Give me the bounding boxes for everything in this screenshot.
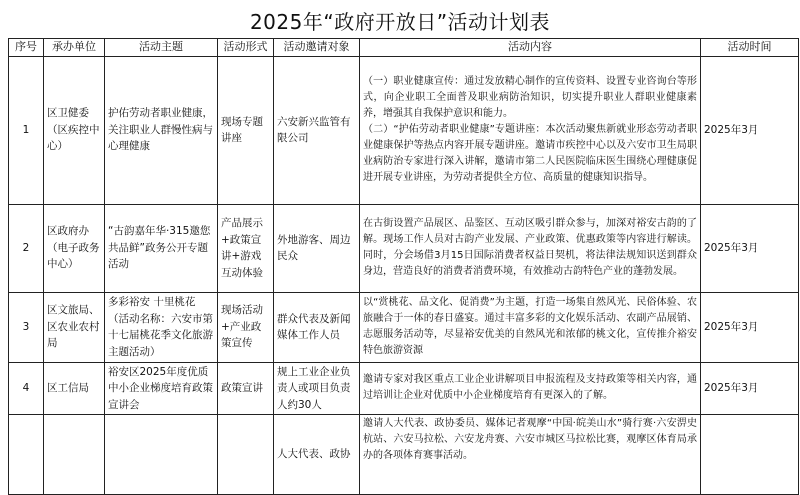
host-unit: 区工信局 bbox=[44, 362, 105, 415]
content-paragraph: （二）“护佑劳动者职业健康”专题讲座：本次活动聚焦新就业形态劳动者职业健康保护等热点内容开展专题讲座。邀请市疾控中心以及六安市卫生局职业病防治专家进行深入讲解，邀请市第二人民医院临床医生围绕心理健康促进开展专业讲座，为劳动者提供全方位、高质量的健康知识指导。 bbox=[363, 124, 697, 183]
activity-content bbox=[360, 362, 701, 415]
table-row bbox=[9, 292, 799, 362]
invited-audience: 人大代表、政协 bbox=[274, 415, 360, 495]
activity-theme bbox=[105, 415, 218, 495]
row-number: 4 bbox=[9, 362, 44, 415]
activity-form: 产品展示+政策宣讲+游戏互动体验 bbox=[218, 204, 274, 292]
activity-time: 2025年3月 bbox=[701, 362, 799, 415]
activity-form bbox=[218, 415, 274, 495]
activity-content bbox=[360, 204, 701, 292]
invited-audience: 群众代表及新闻媒体工作人员 bbox=[274, 292, 360, 362]
header-cell-time: 活动时间 bbox=[701, 39, 799, 57]
activity-theme: 多彩裕安 十里桃花（活动名称：六安市第十七届桃花季文化旅游主题活动） bbox=[105, 292, 218, 362]
row-number: 3 bbox=[9, 292, 44, 362]
activity-theme: 护佑劳动者职业健康，关注职业人群慢性病与心理健康 bbox=[105, 56, 218, 204]
activity-theme: “古韵嘉年华·315邀您共品鲜”政务公开专题活动 bbox=[105, 204, 218, 292]
header-cell-unit: 承办单位 bbox=[44, 39, 105, 57]
activity-time: 2025年3月 bbox=[701, 292, 799, 362]
header-cell-form: 活动形式 bbox=[218, 39, 274, 57]
invited-audience: 外地游客、周边民众 bbox=[274, 204, 360, 292]
host-unit: 区文旅局、区农业农村局 bbox=[44, 292, 105, 362]
header-cell-theme: 活动主题 bbox=[105, 39, 218, 57]
row-number bbox=[9, 415, 44, 495]
content-paragraph: 在古街设置产品展区、品鉴区、互动区吸引群众参与，加深对裕安古韵的了解。现场工作人员对古韵产业发展、产业政策、优惠政策等内容进行解读。同时，分会场借3月15日国际消费者权益日契机，将法律法规知识送到群众身边，营造良好的消费者消费环境，有效推动古韵特色产业的蓬勃发展。 bbox=[363, 218, 697, 277]
activity-time: 2025年3月 bbox=[701, 56, 799, 204]
activity-time: 2025年3月 bbox=[701, 204, 799, 292]
content-paragraph: （一）职业健康宣传：通过发放精心制作的宣传资料、设置专业咨询台等形式，向企业职工全面普及职业病防治知识，切实提升职业人群职业健康素养，增强其自我保护意识和能力。 bbox=[363, 76, 697, 119]
row-number: 2 bbox=[9, 204, 44, 292]
invited-audience: 六安新兴监管有限公司 bbox=[274, 56, 360, 204]
host-unit: 区卫健委（区疾控中心） bbox=[44, 56, 105, 204]
host-unit: 区政府办（电子政务中心） bbox=[44, 204, 105, 292]
activity-theme: 裕安区2025年度优质中小企业梯度培育政策宣讲会 bbox=[105, 362, 218, 415]
activity-form: 现场活动+产业政策宣传 bbox=[218, 292, 274, 362]
row-number: 1 bbox=[9, 56, 44, 204]
activity-content bbox=[360, 415, 701, 495]
activity-content bbox=[360, 292, 701, 362]
table-row bbox=[9, 56, 799, 204]
page-title: 2025年“政府开放日”活动计划表 bbox=[249, 10, 551, 34]
activity-time bbox=[701, 415, 799, 495]
activity-content bbox=[360, 56, 701, 204]
header-cell-no: 序号 bbox=[9, 39, 44, 57]
table-row bbox=[9, 204, 799, 292]
table-row bbox=[9, 362, 799, 415]
host-unit bbox=[44, 415, 105, 495]
content-paragraph: 以“赏桃花、品文化、促消费”为主题，打造一场集自然风光、民俗体验、农旅融合于一体的春日盛宴。通过丰富多彩的文化娱乐活动、农副产品展销、志愿服务活动等，尽显裕安优美的自然风光和浓郁的桃文化，宣传推介裕安特色旅游资源 bbox=[363, 297, 697, 356]
activity-form: 政策宣讲 bbox=[218, 362, 274, 415]
content-paragraph: 邀请专家对我区重点工业企业讲解项目申报流程及支持政策等相关内容，通过培训让企业对优质中小企业梯度培育有更深入的了解。 bbox=[363, 374, 697, 402]
table-row bbox=[9, 415, 799, 495]
header-row bbox=[9, 39, 799, 57]
header-cell-target: 活动邀请对象 bbox=[274, 39, 360, 57]
activity-plan-table bbox=[8, 38, 799, 495]
invited-audience: 规上工业企业负责人或项目负责人约30人 bbox=[274, 362, 360, 415]
activity-form: 现场专题讲座 bbox=[218, 56, 274, 204]
header-cell-content: 活动内容 bbox=[360, 39, 701, 57]
content-paragraph: 邀请人大代表、政协委员、媒体记者观摩“中国·皖美山水”骑行赛·六安淠史杭站、六安马拉松、六安龙舟赛、六安市城区马拉松比赛，观摩区体育局承办的各项体育赛事活动。 bbox=[363, 418, 697, 461]
